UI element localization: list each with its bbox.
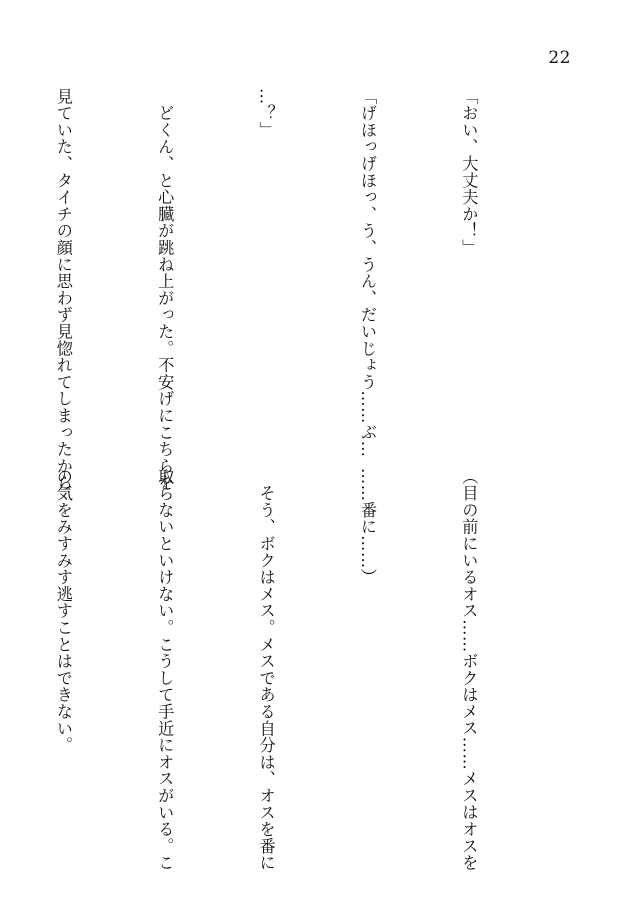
text-line: の気をみすみす逃すことはできない。 <box>53 468 73 754</box>
text-line: …？」 <box>256 88 276 139</box>
text-line: （目の前にいるオス……ボクはメス……メスはオスを <box>459 468 479 872</box>
text-line: 取らないといけない。こうして手近にオスがいる。こ <box>155 468 175 872</box>
text-line: どくん、と心臓が跳ね上がった。不安げにこちらを <box>155 88 175 492</box>
text-line: そう、ボクはメス。メスである自分は、オスを番に <box>256 468 276 872</box>
upper-text-block <box>53 88 553 492</box>
text-line: 「げほっげほっ、う、うん、だいじょう……ぶ… <box>358 88 378 458</box>
page-number: 22 <box>548 48 571 68</box>
lower-text-block <box>53 468 553 872</box>
text-line: ……番に……） <box>358 468 378 586</box>
text-line: 見ていた、タイチの顔に思わず見惚れてしまったから <box>53 88 73 492</box>
text-line: 「おい、大丈夫か！」 <box>459 88 479 256</box>
